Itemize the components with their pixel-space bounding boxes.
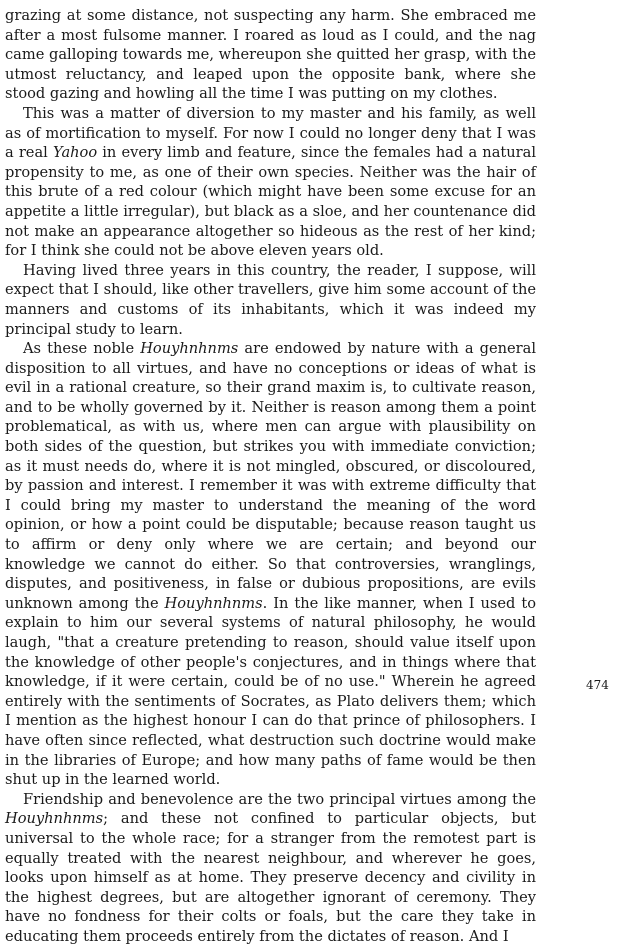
text-run: Friendship and benevolence are the two principal virtues among the xyxy=(23,790,536,808)
italic-term: Houyhnhnms xyxy=(5,810,104,828)
italic-term: Houyhnhnms xyxy=(164,594,263,612)
text-run: Having lived three years in this country, the reader, I suppose, will expect that I should, like other travellers, give him some account of the manners and customs of its inhabitants, which it was indeed my principal study to learn. xyxy=(5,261,536,338)
body-text xyxy=(5,6,536,947)
page-number: 474 xyxy=(586,678,609,692)
text-run: grazing at some distance, not suspecting any harm. She embraced me after a most fulsome manner. I roared as loud as I could, and the nag came galloping towards me, whereupon she quitted her grasp, with the utmost reluctancy, and leaped upon the opposite bank, where she stood gazing and howling all the time I was putting on my clothes. xyxy=(5,7,536,103)
italic-term: Houyhnhnms xyxy=(140,340,239,358)
text-run: As these noble xyxy=(23,340,141,358)
text-run: . In the like manner, when I used to explain to him our several systems of natural philosophy, he would laugh, "that a creature pretending to reason, should value itself upon the knowledge of other people's conjectures, and in things where that knowledge, if it were certain, could be of no use." Wherein he agreed entirely with the sentiments of Socrates, as Plato delivers them; which I mention as the highest honour I can do that prince of philosophers. I have often since reflected, what destruction such doctrine would make in the libraries of Europe; and how many paths of fame would be then shut up in the learned world. xyxy=(5,594,536,789)
paragraph xyxy=(5,6,536,104)
paragraph xyxy=(5,261,536,339)
text-run: This was a matter of diversion to my master and his family, as well as of mortification to myself. For now I could no longer deny that I was a real xyxy=(5,104,536,162)
text-run: ; and these not confined to particular objects, but universal to the whole race; for a stranger from the remotest part is equally treated with the nearest neighbour, and wherever he goes, looks upon himself as at home. They preserve decency and civility in the highest degrees, but are altogether ignorant of ceremony. They have no fondness for their colts or foals, but the care they take in educating them proceeds entirely from the dictates of reason. And I xyxy=(5,810,536,945)
paragraph xyxy=(5,790,536,947)
paragraph xyxy=(5,339,536,790)
text-run: are endowed by nature with a general disposition to all virtues, and have no conceptions or ideas of what is evil in a rational creature, so their grand maxim is, to cultivate reason, and to be wholly governed by it. Neither is reason among them a point problematical, as with us, where men can argue with plausibility on both sides of the question, but strikes you with immediate conviction; as it must needs do, where it is not mingled, obscured, or discoloured, by passion and interest. I remember it was with extreme difficulty that I could bring my master to understand the meaning of the word opinion, or how a point could be disputable; because reason taught us to affirm or deny only where we are certain; and beyond our knowledge we cannot do either. So that controversies, wranglings, disputes, and positiveness, in false or dubious propositions, are evils unknown among the xyxy=(5,340,536,612)
italic-term: Yahoo xyxy=(52,144,98,162)
text-run: in every limb and feature, since the females had a natural propensity to me, as one of their own species. Neither was the hair of this brute of a red colour (which might have been some excuse for an appetite a little irregular), but black as a sloe, and her countenance did not make an appearance altogether so hideous as the rest of her kind; for I think she could not be above eleven years old. xyxy=(5,144,536,260)
paragraph xyxy=(5,104,536,261)
